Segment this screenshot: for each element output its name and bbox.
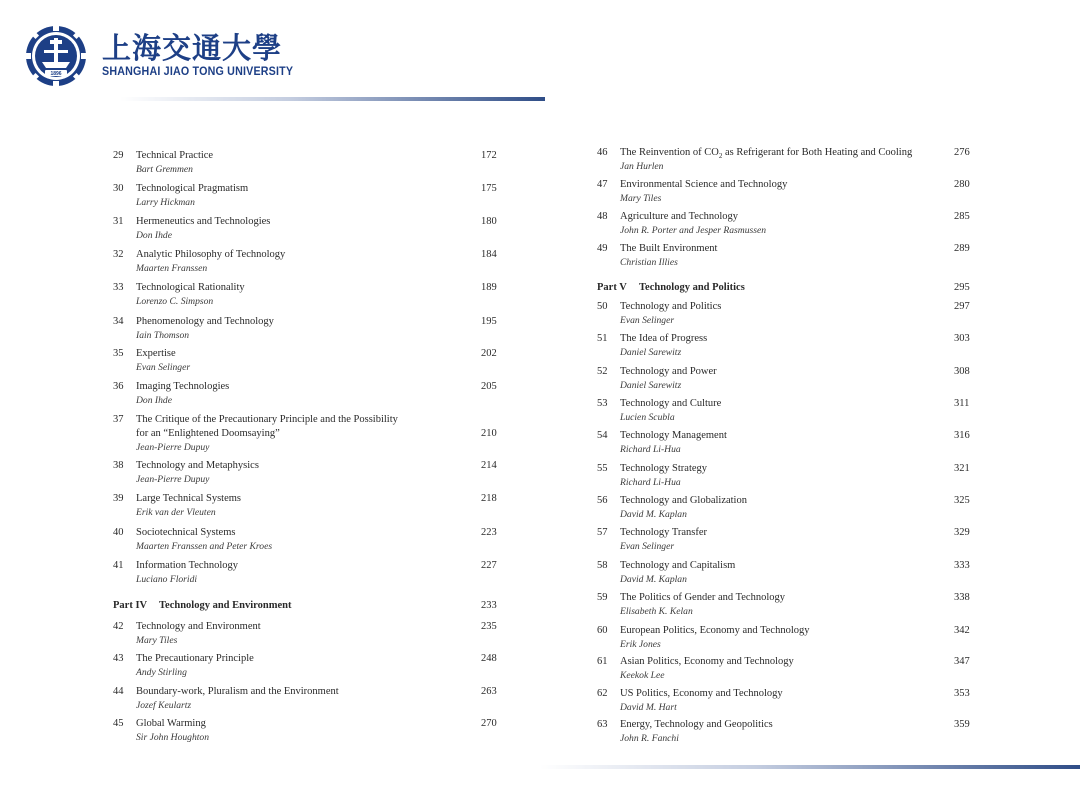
chapter-author: Richard Li-Hua [620, 477, 681, 488]
chapter-page: 263 [481, 686, 497, 697]
chapter-author: Keekok Lee [620, 670, 665, 681]
chapter-page: 333 [954, 560, 970, 571]
chapter-title: Technology Strategy [620, 463, 708, 474]
header-divider [120, 97, 545, 101]
logo-year: 1896 [50, 71, 62, 77]
chapter-author: Jean-Pierre Dupuy [136, 442, 210, 453]
chapter-author: John R. Fanchi [620, 733, 679, 744]
chapter-page: 210 [481, 428, 497, 439]
chapter-number: 37 [113, 414, 124, 425]
chapter-title: Technology Transfer [620, 527, 708, 538]
university-name-chinese: 上海交通大學 [102, 31, 283, 65]
chapter-number: 48 [597, 211, 608, 222]
chapter-page: 280 [954, 179, 970, 190]
chapter-number: 57 [597, 527, 608, 538]
chapter-page: 223 [481, 527, 497, 538]
chapter-number: 30 [113, 183, 124, 194]
chapter-author: Lucien Scubla [620, 412, 675, 423]
chapter-author: Daniel Sarewitz [620, 347, 682, 358]
chapter-title: Technological Rationality [136, 282, 245, 293]
part-label: Part V [597, 282, 627, 293]
chapter-author: Jean-Pierre Dupuy [136, 474, 210, 485]
chapter-title: Phenomenology and Technology [136, 316, 274, 327]
chapter-author: Evan Selinger [620, 541, 675, 552]
chapter-page: 359 [954, 719, 970, 730]
chapter-title: The Critique of the Precautionary Principle and the Possibility [136, 414, 398, 425]
chapter-page: 347 [954, 656, 970, 667]
slide-header [0, 0, 1080, 120]
part-title: Technology and Politics [639, 282, 745, 293]
chapter-page: 270 [481, 718, 497, 729]
chapter-author: Sir John Houghton [136, 732, 210, 743]
chapter-title: The Politics of Gender and Technology [620, 592, 785, 603]
chapter-page: 175 [481, 183, 497, 194]
chapter-title: The Precautionary Principle [136, 653, 254, 664]
chapter-page: 321 [954, 463, 970, 474]
chapter-title: The Built Environment [620, 243, 718, 254]
chapter-author: Jozef Keulartz [136, 700, 192, 711]
chapter-author: Erik van der Vleuten [136, 507, 216, 518]
chapter-number: 31 [113, 216, 124, 227]
chapter-title: Imaging Technologies [136, 381, 230, 392]
chapter-page: 227 [481, 560, 497, 571]
chapter-page: 329 [954, 527, 970, 538]
chapter-number: 44 [113, 686, 124, 697]
chapter-author: Mary Tiles [620, 193, 662, 204]
chapter-title: Agriculture and Technology [620, 211, 739, 222]
chapter-author: Bart Gremmen [136, 164, 193, 175]
chapter-page: 195 [481, 316, 497, 327]
chapter-title: Technology Management [620, 430, 727, 441]
chapter-title: Technology and Globalization [620, 495, 747, 506]
part-page: 295 [954, 282, 970, 293]
chapter-number: 62 [597, 688, 608, 699]
chapter-title: Information Technology [136, 560, 239, 571]
chapter-title: Global Warming [136, 718, 206, 729]
chapter-number: 63 [597, 719, 608, 730]
part-title: Technology and Environment [159, 600, 292, 611]
chapter-page: 353 [954, 688, 970, 699]
chapter-number: 32 [113, 249, 124, 260]
chapter-title: European Politics, Economy and Technology [620, 625, 810, 636]
chapter-title: Technology and Capitalism [620, 560, 736, 571]
chapter-page: 276 [954, 147, 970, 158]
chapter-number: 35 [113, 348, 124, 359]
chapter-page: 202 [481, 348, 497, 359]
chapter-author: Lorenzo C. Simpson [136, 296, 214, 307]
chapter-page: 184 [481, 249, 497, 260]
chapter-number: 60 [597, 625, 608, 636]
chapter-page: 285 [954, 211, 970, 222]
chapter-number: 58 [597, 560, 608, 571]
chapter-title: Sociotechnical Systems [136, 527, 236, 538]
chapter-title: Technology and Politics [620, 301, 722, 312]
chapter-number: 40 [113, 527, 124, 538]
chapter-title: Boundary-work, Pluralism and the Environment [136, 686, 339, 697]
chapter-page: 342 [954, 625, 970, 636]
chapter-author: Daniel Sarewitz [620, 380, 682, 391]
chapter-page: 316 [954, 430, 970, 441]
chapter-number: 50 [597, 301, 608, 312]
chapter-page: 248 [481, 653, 497, 664]
chapter-page: 303 [954, 333, 970, 344]
footer-divider [540, 765, 1080, 769]
chapter-number: 41 [113, 560, 124, 571]
university-logo-icon [24, 24, 88, 93]
chapter-number: 53 [597, 398, 608, 409]
chapter-number: 49 [597, 243, 608, 254]
chapter-number: 38 [113, 460, 124, 471]
chapter-page: 189 [481, 282, 497, 293]
chapter-author: Christian Illies [620, 257, 678, 268]
chapter-number: 56 [597, 495, 608, 506]
chapter-title: Technology and Culture [620, 398, 722, 409]
chapter-number: 33 [113, 282, 124, 293]
chapter-author: Andy Stirling [136, 667, 187, 678]
chapter-number: 42 [113, 621, 124, 632]
part-label: Part IV [113, 600, 148, 611]
chapter-title: The Reinvention of $CO_2$ as Refrigerant for Both Heating and Cooling [620, 147, 913, 161]
chapter-number: 45 [113, 718, 124, 729]
chapter-author: Richard Li-Hua [620, 444, 681, 455]
chapter-number: 43 [113, 653, 124, 664]
chapter-title: Energy, Technology and Geopolitics [620, 719, 773, 730]
chapter-number: 39 [113, 493, 124, 504]
chapter-number: 51 [597, 333, 608, 344]
chapter-number: 46 [597, 147, 608, 158]
chapter-title: The Idea of Progress [620, 333, 708, 344]
chapter-number: 36 [113, 381, 124, 392]
chapter-author: Elisabeth K. Kelan [620, 606, 693, 617]
chapter-page: 180 [481, 216, 497, 227]
chapter-number: 52 [597, 366, 608, 377]
chapter-title: Technology and Environment [136, 621, 261, 632]
part-page: 233 [481, 600, 497, 611]
chapter-author: Maarten Franssen [136, 263, 208, 274]
chapter-author: David M. Hart [620, 702, 677, 713]
chapter-page: 338 [954, 592, 970, 603]
chapter-page: 205 [481, 381, 497, 392]
chapter-page: 289 [954, 243, 970, 254]
chapter-title: Technology and Metaphysics [136, 460, 259, 471]
chapter-title: US Politics, Economy and Technology [620, 688, 783, 699]
chapter-page: 308 [954, 366, 970, 377]
chapter-title: Large Technical Systems [136, 493, 242, 504]
chapter-title: Environmental Science and Technology [620, 179, 788, 190]
chapter-title: Analytic Philosophy of Technology [136, 249, 286, 260]
chapter-page: 297 [954, 301, 970, 312]
chapter-author: Erik Jones [620, 639, 661, 650]
chapter-author: David M. Kaplan [620, 574, 687, 585]
chapter-author: John R. Porter and Jesper Rasmussen [620, 225, 767, 236]
chapter-number: 54 [597, 430, 608, 441]
chapter-title: Technical Practice [136, 150, 214, 161]
chapter-page: 172 [481, 150, 497, 161]
chapter-author: David M. Kaplan [620, 509, 687, 520]
chapter-number: 61 [597, 656, 608, 667]
chapter-number: 34 [113, 316, 124, 327]
chapter-author: Mary Tiles [136, 635, 178, 646]
chapter-author: Maarten Franssen and Peter Kroes [136, 541, 273, 552]
chapter-author: Larry Hickman [136, 197, 195, 208]
chapter-author: Don Ihde [136, 395, 172, 406]
chapter-title: Expertise [136, 348, 176, 359]
chapter-author: Evan Selinger [620, 315, 675, 326]
chapter-number: 29 [113, 150, 124, 161]
chapter-page: 325 [954, 495, 970, 506]
chapter-title: Technological Pragmatism [136, 183, 249, 194]
chapter-page: 311 [954, 398, 970, 409]
chapter-author: Luciano Floridi [136, 574, 198, 585]
chapter-author: Evan Selinger [136, 362, 191, 373]
university-name-english: SHANGHAI JIAO TONG UNIVERSITY [102, 66, 294, 78]
chapter-page: 214 [481, 460, 497, 471]
chapter-number: 47 [597, 179, 608, 190]
chapter-title-continued: for an “Enlightened Doomsaying” [136, 428, 280, 439]
chapter-page: 235 [481, 621, 497, 632]
chapter-title: Hermeneutics and Technologies [136, 216, 271, 227]
chapter-author: Don Ihde [136, 230, 172, 241]
chapter-title: Technology and Power [620, 366, 717, 377]
chapter-title: Asian Politics, Economy and Technology [620, 656, 794, 667]
chapter-author: Jan Hurlen [620, 161, 664, 172]
chapter-number: 59 [597, 592, 608, 603]
chapter-number: 55 [597, 463, 608, 474]
chapter-page: 218 [481, 493, 497, 504]
chapter-author: Iain Thomson [136, 330, 190, 341]
